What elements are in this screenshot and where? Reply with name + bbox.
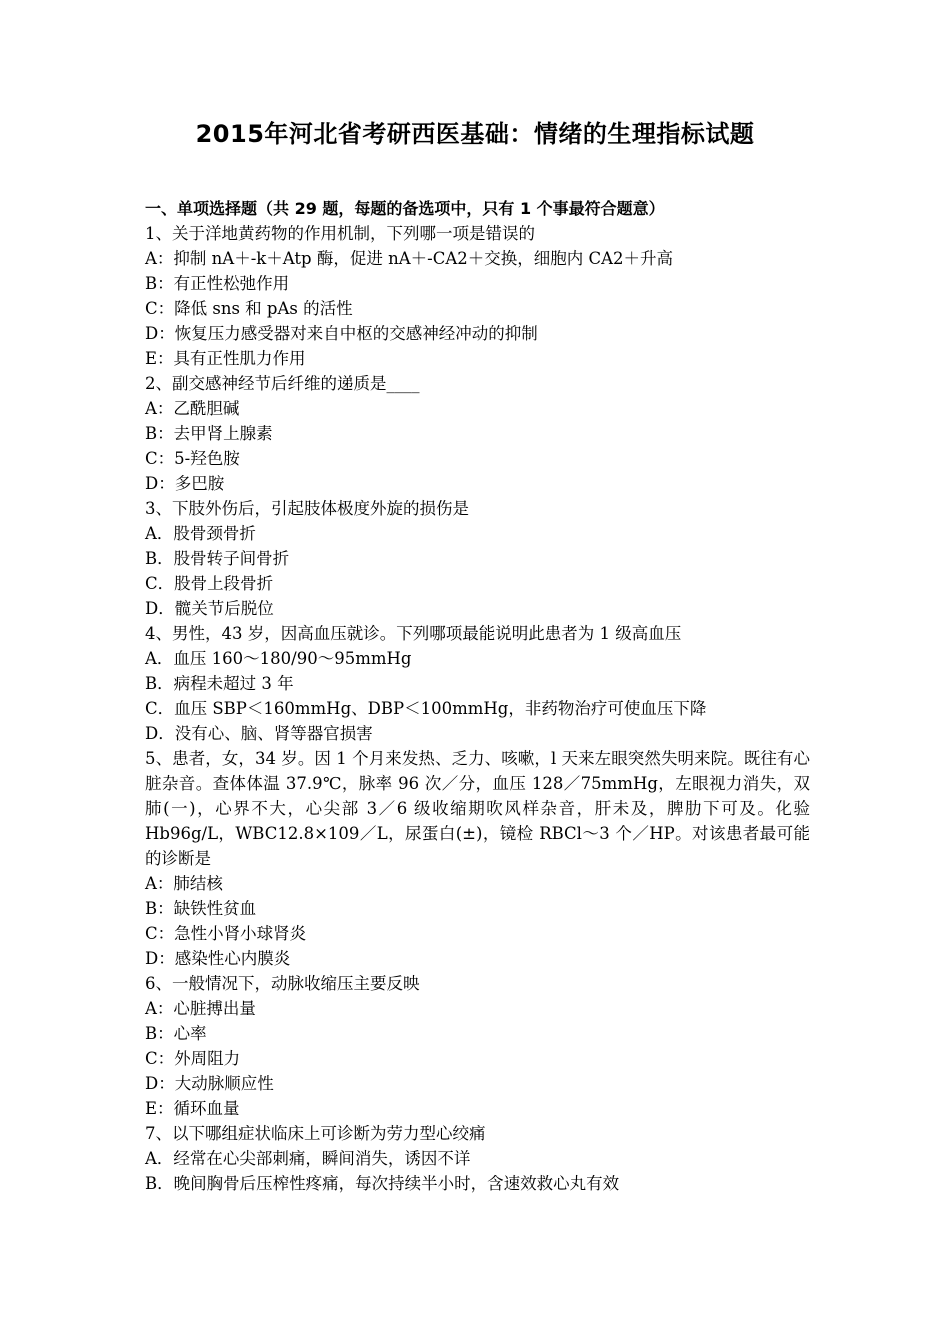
question-6-option-b: B：心率 bbox=[145, 1024, 207, 1043]
question-1-option-a: A：抑制 nA＋-k＋Atp 酶，促进 nA＋-CA2＋交换，细胞内 CA2＋升高 bbox=[145, 249, 674, 268]
question-4-option-a: A．血压 160～180/90～95mmHg bbox=[145, 649, 412, 668]
question-7-option-a: A．经常在心尖部刺痛，瞬间消失，诱因不详 bbox=[145, 1149, 471, 1168]
document-body bbox=[145, 196, 810, 1196]
question-6-option-c: C：外周阻力 bbox=[145, 1049, 241, 1068]
question-6-text: 6、一般情况下，动脉收缩压主要反映 bbox=[145, 974, 420, 993]
question-3-option-d: D．髋关节后脱位 bbox=[145, 599, 274, 618]
question-2-option-c: C：5-羟色胺 bbox=[145, 449, 240, 468]
question-2-text: 2、副交感神经节后纤维的递质是____ bbox=[145, 374, 420, 393]
question-5-option-d: D：感染性心内膜炎 bbox=[145, 949, 291, 968]
document-title: 2015年河北省考研西医基础：情绪的生理指标试题 bbox=[195, 120, 755, 148]
question-6-option-d: D：大动脉顺应性 bbox=[145, 1074, 274, 1093]
question-5-option-b: B：缺铁性贫血 bbox=[145, 899, 257, 918]
question-6-option-a: A：心脏搏出量 bbox=[145, 999, 256, 1018]
question-5-text: 5、患者，女，34 岁。因 1 个月来发热、乏力、咳嗽，l 天来左眼突然失明来院。既往有心脏杂音。查体体温 37.9℃，脉率 96 次／分，血压 128／75mmHg，左眼视力消失，双肺(一)，心界不大，心尖部 3／6 级收缩期吹风样杂音，肝未及，脾肋下可及。化验 Hb96g/L，WBC12.8×109／L，尿蛋白(±)，镜检 RBCl～3 个／HP。对该患者最可能的诊断是 bbox=[145, 749, 810, 868]
question-7-text: 7、以下哪组症状临床上可诊断为劳力型心绞痛 bbox=[145, 1124, 486, 1143]
question-2-option-d: D：多巴胺 bbox=[145, 474, 225, 493]
question-2-option-a: A：乙酰胆碱 bbox=[145, 399, 240, 418]
question-1-text: 1、关于洋地黄药物的作用机制，下列哪一项是错误的 bbox=[145, 224, 535, 243]
question-5-option-a: A：肺结核 bbox=[145, 874, 223, 893]
question-1-option-b: B：有正性松弛作用 bbox=[145, 274, 290, 293]
question-4-option-b: B．病程未超过 3 年 bbox=[145, 674, 294, 693]
question-1-option-d: D：恢复压力感受器对来自中枢的交感神经冲动的抑制 bbox=[145, 324, 538, 343]
question-7-option-b: B．晚间胸骨后压榨性疼痛，每次持续半小时，含速效救心丸有效 bbox=[145, 1174, 620, 1193]
question-3-text: 3、下肢外伤后，引起肢体极度外旋的损伤是 bbox=[145, 499, 469, 518]
question-3-option-a: A．股骨颈骨折 bbox=[145, 524, 256, 543]
question-2-option-b: B：去甲肾上腺素 bbox=[145, 424, 273, 443]
question-4-text: 4、男性，43 岁，因高血压就诊。下列哪项最能说明此患者为 1 级高血压 bbox=[145, 624, 682, 643]
question-3-option-b: B．股骨转子间骨折 bbox=[145, 549, 290, 568]
question-3-option-c: C．股骨上段骨折 bbox=[145, 574, 274, 593]
question-5-option-c: C：急性小肾小球肾炎 bbox=[145, 924, 307, 943]
section-heading: 一、单项选择题（共 29 题，每题的备选项中，只有 1 个事最符合题意） bbox=[145, 199, 665, 218]
question-6-option-e: E：循环血量 bbox=[145, 1099, 240, 1118]
question-4-option-d: D．没有心、脑、肾等器官损害 bbox=[145, 724, 373, 743]
question-4-option-c: C．血压 SBP＜160mmHg、DBP＜100mmHg，非药物治疗可使血压下降 bbox=[145, 699, 707, 718]
question-1-option-e: E：具有正性肌力作用 bbox=[145, 349, 306, 368]
question-1-option-c: C：降低 sns 和 pAs 的活性 bbox=[145, 299, 353, 318]
